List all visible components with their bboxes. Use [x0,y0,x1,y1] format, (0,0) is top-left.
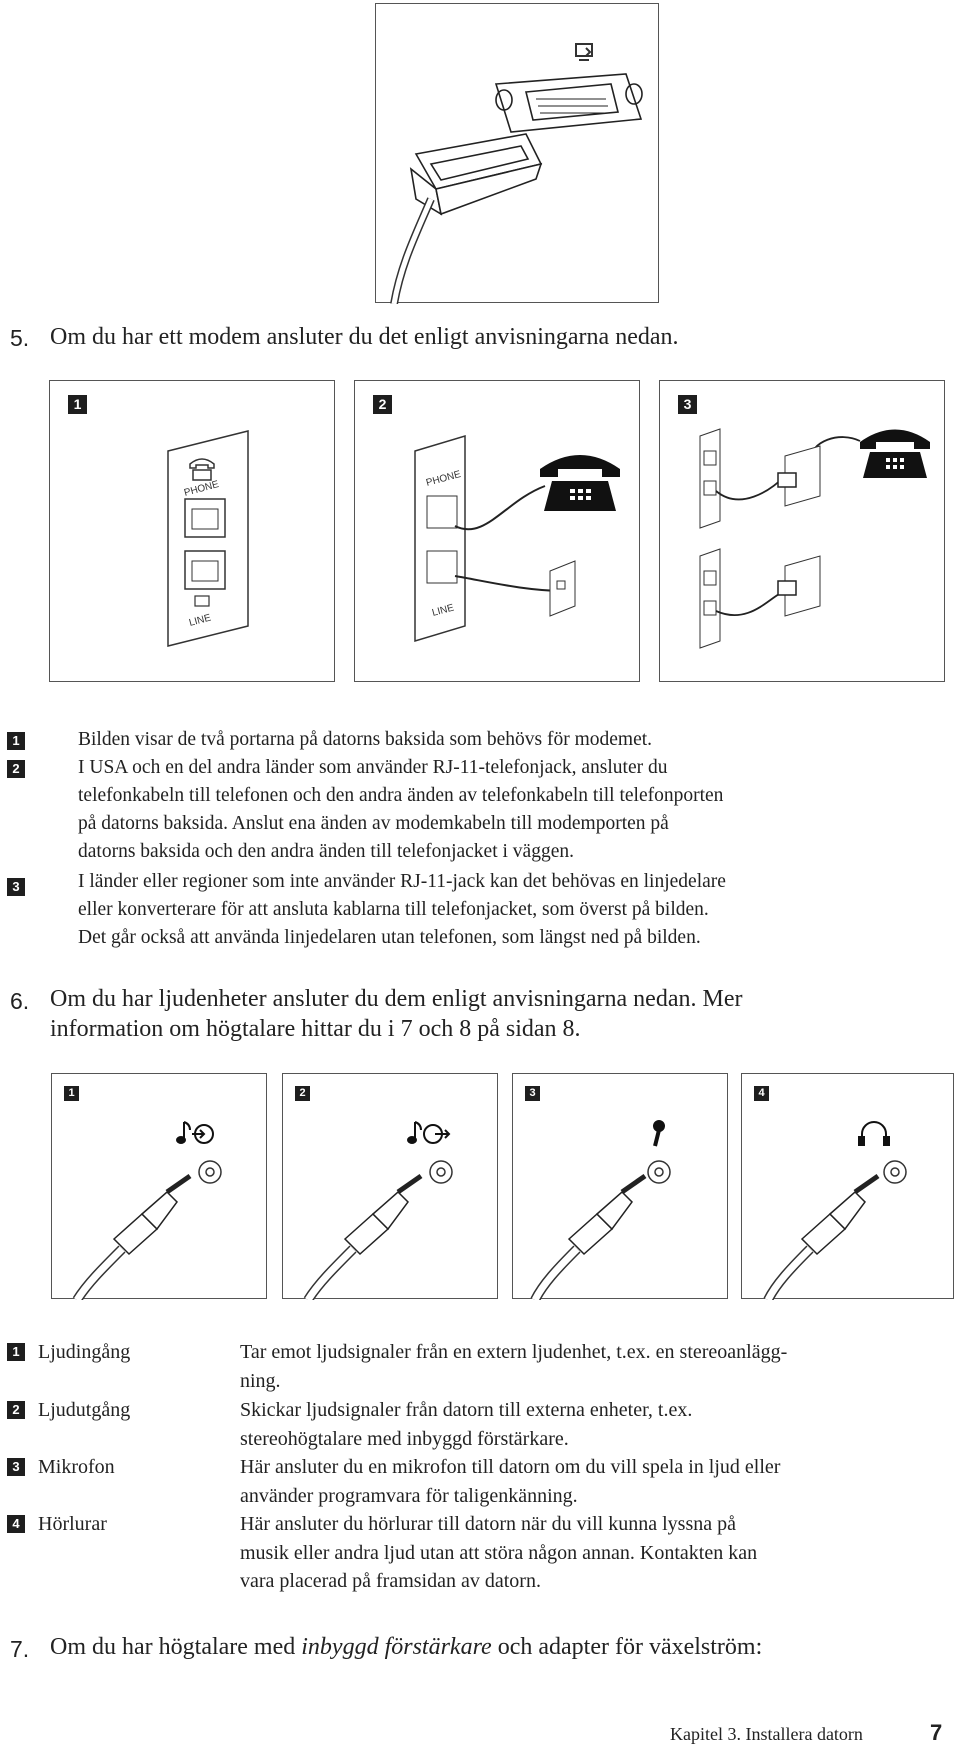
item-badge: 4 [7,1515,25,1533]
item-badge: 3 [7,878,25,896]
audio-desc-line-out: Skickar ljudsignaler från datorn till externa enheter, t.ex. stereohögtalare med inbyggd förstärkare. [240,1399,693,1450]
headphones-icon [859,1122,889,1145]
item-badge: 2 [7,1401,25,1419]
step-5-item-1-text: Bilden visar de två portarna på datorns baksida som behövs för modemet. [78,729,653,750]
audio-jack-socket [430,1161,452,1183]
step-6-number: 6. [10,988,30,1014]
modem-figure-3 [659,380,945,682]
svg-text:LINE: LINE [187,612,213,629]
telephone-icon [540,455,620,511]
audio-figure-2 [282,1073,498,1299]
footer-chapter: Kapitel 3. Installera datorn [670,1724,863,1744]
step-5-item-3-text: I länder eller regioner som inte använder RJ-11-jack kan det behövas en linjedelare eller konverterare för att ansluta kablarna till telefonjacket, som överst på bilden. Det går också att använda linjedelaren utan telefonen, som längst ned på bilden. [78,871,726,948]
figure-badge: 2 [295,1086,310,1101]
audio-plug [569,1176,645,1254]
audio-term-headphones: Hörlurar [38,1513,107,1535]
audio-jack-socket [648,1161,670,1183]
step-6-text: Om du har ljudenheter ansluter du dem enligt anvisningarna nedan. Mer information om högtalare hittar du i 7 och 8 på sidan 8. [50,986,743,1042]
svg-text:LINE: LINE [430,602,456,619]
audio-plug [345,1176,421,1254]
telephone-icon [860,430,930,479]
dvi-connector-illustration [376,4,660,304]
item-badge: 2 [7,760,25,778]
audio-jack-socket [884,1161,906,1183]
svg-text:PHONE: PHONE [182,479,221,499]
modem-splitter-illustration [660,381,946,683]
audio-desc-line-in: Tar emot ljudsignaler från en extern ljudenhet, t.ex. en stereoanlägg- ning. [240,1341,788,1392]
step-7-text: Om du har högtalare med inbyggd förstärkare och adapter för växelström: [50,1634,763,1660]
audio-desc-microphone: Här ansluter du en mikrofon till datorn om du vill spela in ljud eller använder programvara för taligenkänning. [240,1456,781,1507]
audio-figure-4 [741,1073,954,1299]
audio-desc-headphones: Här ansluter du hörlurar till datorn när du vill kunna lyssna på musik eller andra ljud utan att störa någon annan. Kontakten kan vara placerad på framsidan av datorn. [240,1513,758,1592]
step-5-item-2-text: I USA och en del andra länder som använder RJ-11-telefonjack, ansluter du telefonkabeln till telefonen och den andra änden av telefonkabeln till telefonporten på datorns baksida. Anslut ena änden av modemkabeln till modemporten på datorns baksida och den andra änden till telefonjacket i väggen. [78,757,724,862]
audio-term-line-in: Ljudingång [38,1341,131,1363]
modem-us-connection-illustration [355,381,641,683]
audio-line-out-icon [408,1122,449,1143]
audio-figure-1 [51,1073,267,1299]
audio-term-line-out: Ljudutgång [38,1399,131,1421]
page-number: 7 [930,1720,943,1745]
svg-text:PHONE: PHONE [424,469,463,489]
figure-badge: 2 [373,395,392,414]
step-5-number: 5. [10,325,30,351]
figure-badge: 3 [525,1086,540,1101]
step-7-number: 7. [10,1636,30,1662]
figure-badge: 1 [64,1086,79,1101]
audio-jack-socket [199,1161,221,1183]
item-badge: 1 [7,1343,25,1361]
audio-figure-3 [512,1073,728,1299]
monitor-connector-figure [375,3,659,303]
modem-figure-2 [354,380,640,682]
item-badge: 3 [7,1458,25,1476]
audio-line-in-icon [177,1122,213,1143]
figure-badge: 4 [754,1086,769,1101]
audio-plug [114,1176,190,1254]
audio-plug [802,1176,878,1254]
audio-term-microphone: Mikrofon [38,1456,115,1478]
modem-figure-1 [49,380,335,682]
modem-ports-illustration [50,381,336,683]
step-5-text: Om du har ett modem ansluter du det enligt anvisningarna nedan. [50,324,679,350]
microphone-icon [654,1121,664,1146]
monitor-icon [576,44,592,60]
item-badge: 1 [7,732,25,750]
figure-badge: 1 [68,395,87,414]
figure-badge: 3 [678,395,697,414]
